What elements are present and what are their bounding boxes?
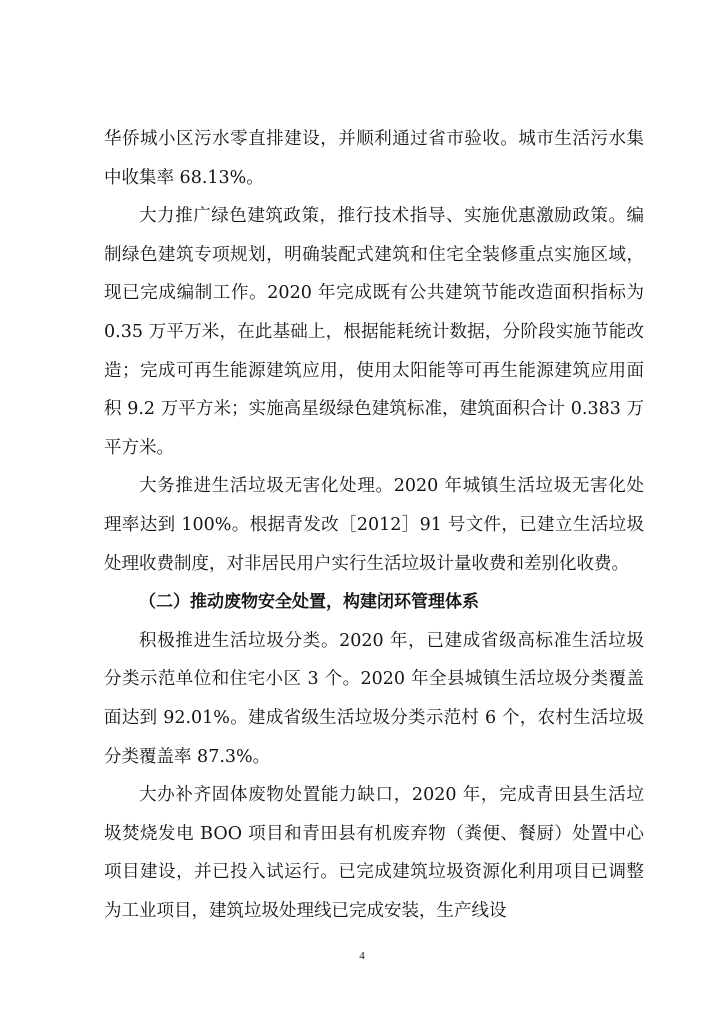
page-number: 4: [359, 950, 365, 962]
paragraph-green-building: 大力推广绿色建筑政策，推行技术指导、实施优惠激励政策。编制绿色建筑专项规划，明确装配式建筑和住宅全装修重点实施区域，现已完成编制工作。2020 年完成既有公共建筑节能改造面积指标为 0.35 万平万米，在此基础上，根据能耗统计数据，分阶段实施节能改造；完成可再生能源建筑应用，使用太阳能等可再生能源建筑应用面积 9.2 万平方米；实施高星级绿色建筑标准，建筑面积合计 0.383 万平方米。: [104, 206, 644, 458]
document-body: [104, 120, 644, 930]
paragraph-garbage-treatment: 大务推进生活垃圾无害化处理。2020 年城镇生活垃圾无害化处理率达到 100%。根据青发改［2012］91 号文件，已建立生活垃圾处理收费制度，对非居民用户实行生活垃圾计量收费和差别化收费。: [104, 476, 644, 574]
section-heading: （二）推动废物安全处置，构建闭环管理体系: [139, 592, 479, 613]
paragraph-garbage-sorting: 积极推进生活垃圾分类。2020 年，已建成省级高标准生活垃圾分类示范单位和住宅小区 3 个。2020 年全县城镇生活垃圾分类覆盖面达到 92.01%。建成省级生活垃圾分类示范村 6 个，农村生活垃圾分类覆盖率 87.3%。: [104, 630, 644, 767]
paragraph-continuation: 华侨城小区污水零直排建设，并顺利通过省市验收。城市生活污水集中收集率 68.13%。: [104, 129, 644, 188]
paragraph-solid-waste: 大办补齐固体废物处置能力缺口，2020 年，完成青田县生活垃圾焚烧发电 BOO 项目和青田县有机废弃物（粪便、餐厨）处置中心项目建设，并已投入试运行。已完成建筑垃圾资源化利用项目已调整为工业项目，建筑垃圾处理线已完成安装，生产线设: [104, 785, 644, 921]
